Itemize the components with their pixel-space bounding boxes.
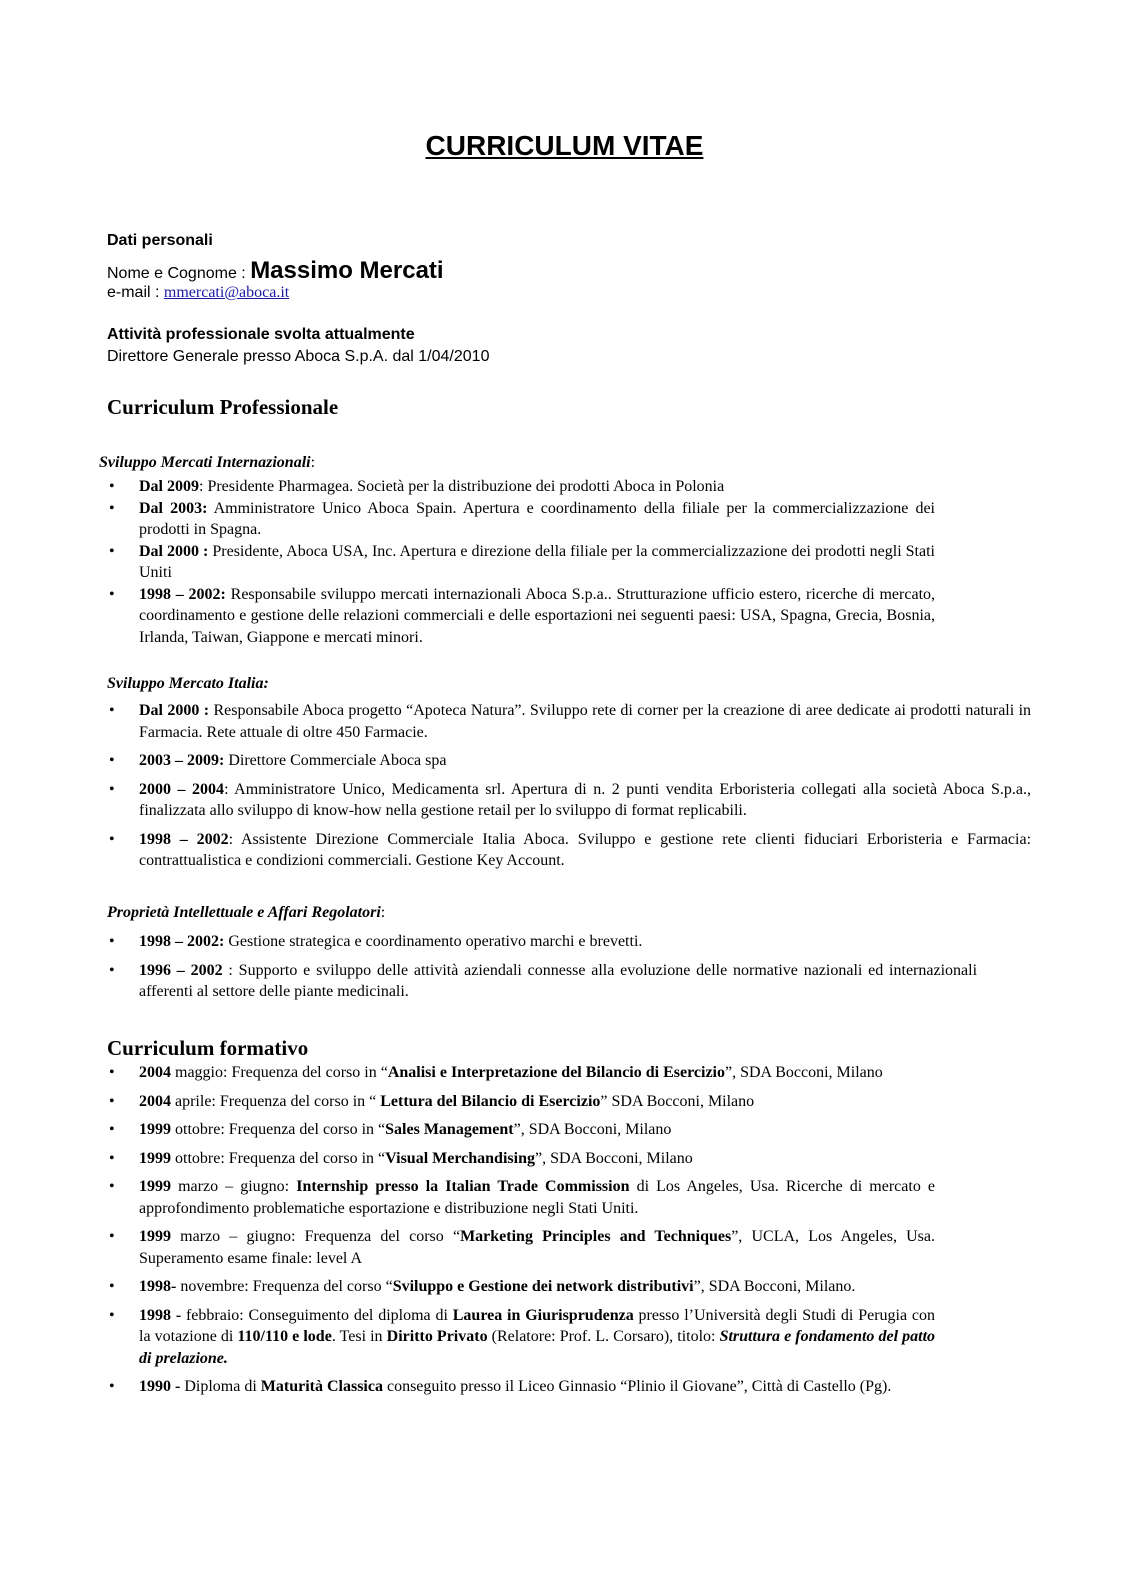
- list-item: • Dal 2003: Amministratore Unico Aboca Spain. Apertura e coordinamento della filiale per la commercializzazione dei prodotti in Spagna.: [107, 498, 935, 541]
- person-name: Massimo Mercati: [250, 257, 444, 284]
- list-item: • 2003 – 2009: Direttore Commerciale Aboca spa: [107, 750, 1031, 772]
- list-item: • Dal 2000 : Presidente, Aboca USA, Inc. Apertura e direzione della filiale per la commercializzazione dei prodotti negli Stati Uniti: [107, 541, 935, 584]
- current-activity-text: Direttore Generale presso Aboca S.p.A. dal 1/04/2010: [107, 348, 490, 365]
- name-line: [107, 257, 444, 285]
- list-item: • 1999 marzo – giugno: Frequenza del corso “Marketing Principles and Techniques”, UCLA, Los Angeles, Usa. Superamento esame finale: level A: [107, 1226, 935, 1269]
- list-item: • 1999 ottobre: Frequenza del corso in “Visual Merchandising”, SDA Bocconi, Milano: [107, 1148, 935, 1170]
- email-label: e-mail :: [107, 284, 160, 301]
- list-item: • 1999 marzo – giugno: Internship presso la Italian Trade Commission di Los Angeles, Usa. Ricerche di mercato e approfondimento problematiche esportazione e distribuzione negli Stati Uniti.: [107, 1176, 935, 1219]
- list-item: • 1999 ottobre: Frequenza del corso in “Sales Management”, SDA Bocconi, Milano: [107, 1119, 935, 1141]
- list-item: • Dal 2000 : Responsabile Aboca progetto “Apoteca Natura”. Sviluppo rete di corner per la creazione di aree dedicate ai prodotti naturali in Farmacia. Rete attuale di oltre 450 Farmacie.: [107, 700, 1031, 743]
- email-link[interactable]: mmercati@aboca.it: [163, 284, 290, 301]
- professional-heading: Curriculum Professionale: [107, 395, 339, 419]
- ip-heading: Proprietà Intellettuale e Affari Regolatori:: [107, 904, 386, 921]
- list-item: • 2004 maggio: Frequenza del corso in “Analisi e Interpretazione del Bilancio di Esercizio”, SDA Bocconi, Milano: [107, 1062, 935, 1084]
- list-item: • 1998 – 2002: Responsabile sviluppo mercati internazionali Aboca S.p.a.. Strutturazione ufficio estero, ricerche di mercato, coordinamento e gestione delle relazioni commerciali e delle esportazioni nei seguenti paesi: USA, Spagna, Grecia, Bosnia, Irlanda, Taiwan, Giappone e mercati minori.: [107, 584, 935, 649]
- italia-heading: Sviluppo Mercato Italia:: [107, 675, 269, 692]
- training-list: [107, 1062, 935, 1405]
- list-item: • 2004 aprile: Frequenza del corso in “ Lettura del Bilancio di Esercizio” SDA Bocconi, Milano: [107, 1091, 935, 1113]
- ip-list: [107, 931, 977, 1010]
- intl-heading: Sviluppo Mercati Internazionali:: [99, 454, 316, 471]
- list-item: • 1998 - febbraio: Conseguimento del diploma di Laurea in Giurisprudenza presso l’Università degli Studi di Perugia con la votazione di 110/110 e lode. Tesi in Diritto Privato (Relatore: Prof. L. Corsaro), titolo: Struttura e fondamento del patto di prelazione.: [107, 1305, 935, 1370]
- italia-list: [107, 700, 1031, 879]
- list-item: • 1998 – 2002: Gestione strategica e coordinamento operativo marchi e brevetti.: [107, 931, 977, 953]
- current-activity-heading: Attività professionale svolta attualmente: [107, 326, 415, 343]
- list-item: • Dal 2009: Presidente Pharmagea. Società per la distribuzione dei prodotti Aboca in Polonia: [107, 476, 935, 498]
- intl-list: [107, 476, 935, 648]
- list-item: • 2000 – 2004: Amministratore Unico, Medicamenta srl. Apertura di n. 2 punti vendita Erboristeria collegati alla società Aboca S.p.a., finalizzata allo sviluppo di know-how nella gestione retail per lo sviluppo di format replicabili.: [107, 779, 1031, 822]
- personal-heading: Dati personali: [107, 232, 213, 249]
- name-label: Nome e Cognome :: [107, 265, 246, 282]
- list-item: • 1998- novembre: Frequenza del corso “Sviluppo e Gestione dei network distributivi”, SDA Bocconi, Milano.: [107, 1276, 935, 1298]
- list-item: • 1998 – 2002: Assistente Direzione Commerciale Italia Aboca. Sviluppo e gestione rete clienti fiduciari Erboristeria e Farmacia: contrattualistica e condizioni commerciali. Gestione Key Account.: [107, 829, 1031, 872]
- list-item: • 1996 – 2002 : Supporto e sviluppo delle attività aziendali connesse alla evoluzione delle normative nazionali ed internazionali afferenti al settore delle piante medicinali.: [107, 960, 977, 1003]
- list-item: • 1990 - Diploma di Maturità Classica conseguito presso il Liceo Ginnasio “Plinio il Giovane”, Città di Castello (Pg).: [107, 1376, 935, 1398]
- email-line: [107, 284, 289, 302]
- document-title: CURRICULUM VITAE: [425, 130, 704, 161]
- training-heading: Curriculum formativo: [107, 1036, 309, 1060]
